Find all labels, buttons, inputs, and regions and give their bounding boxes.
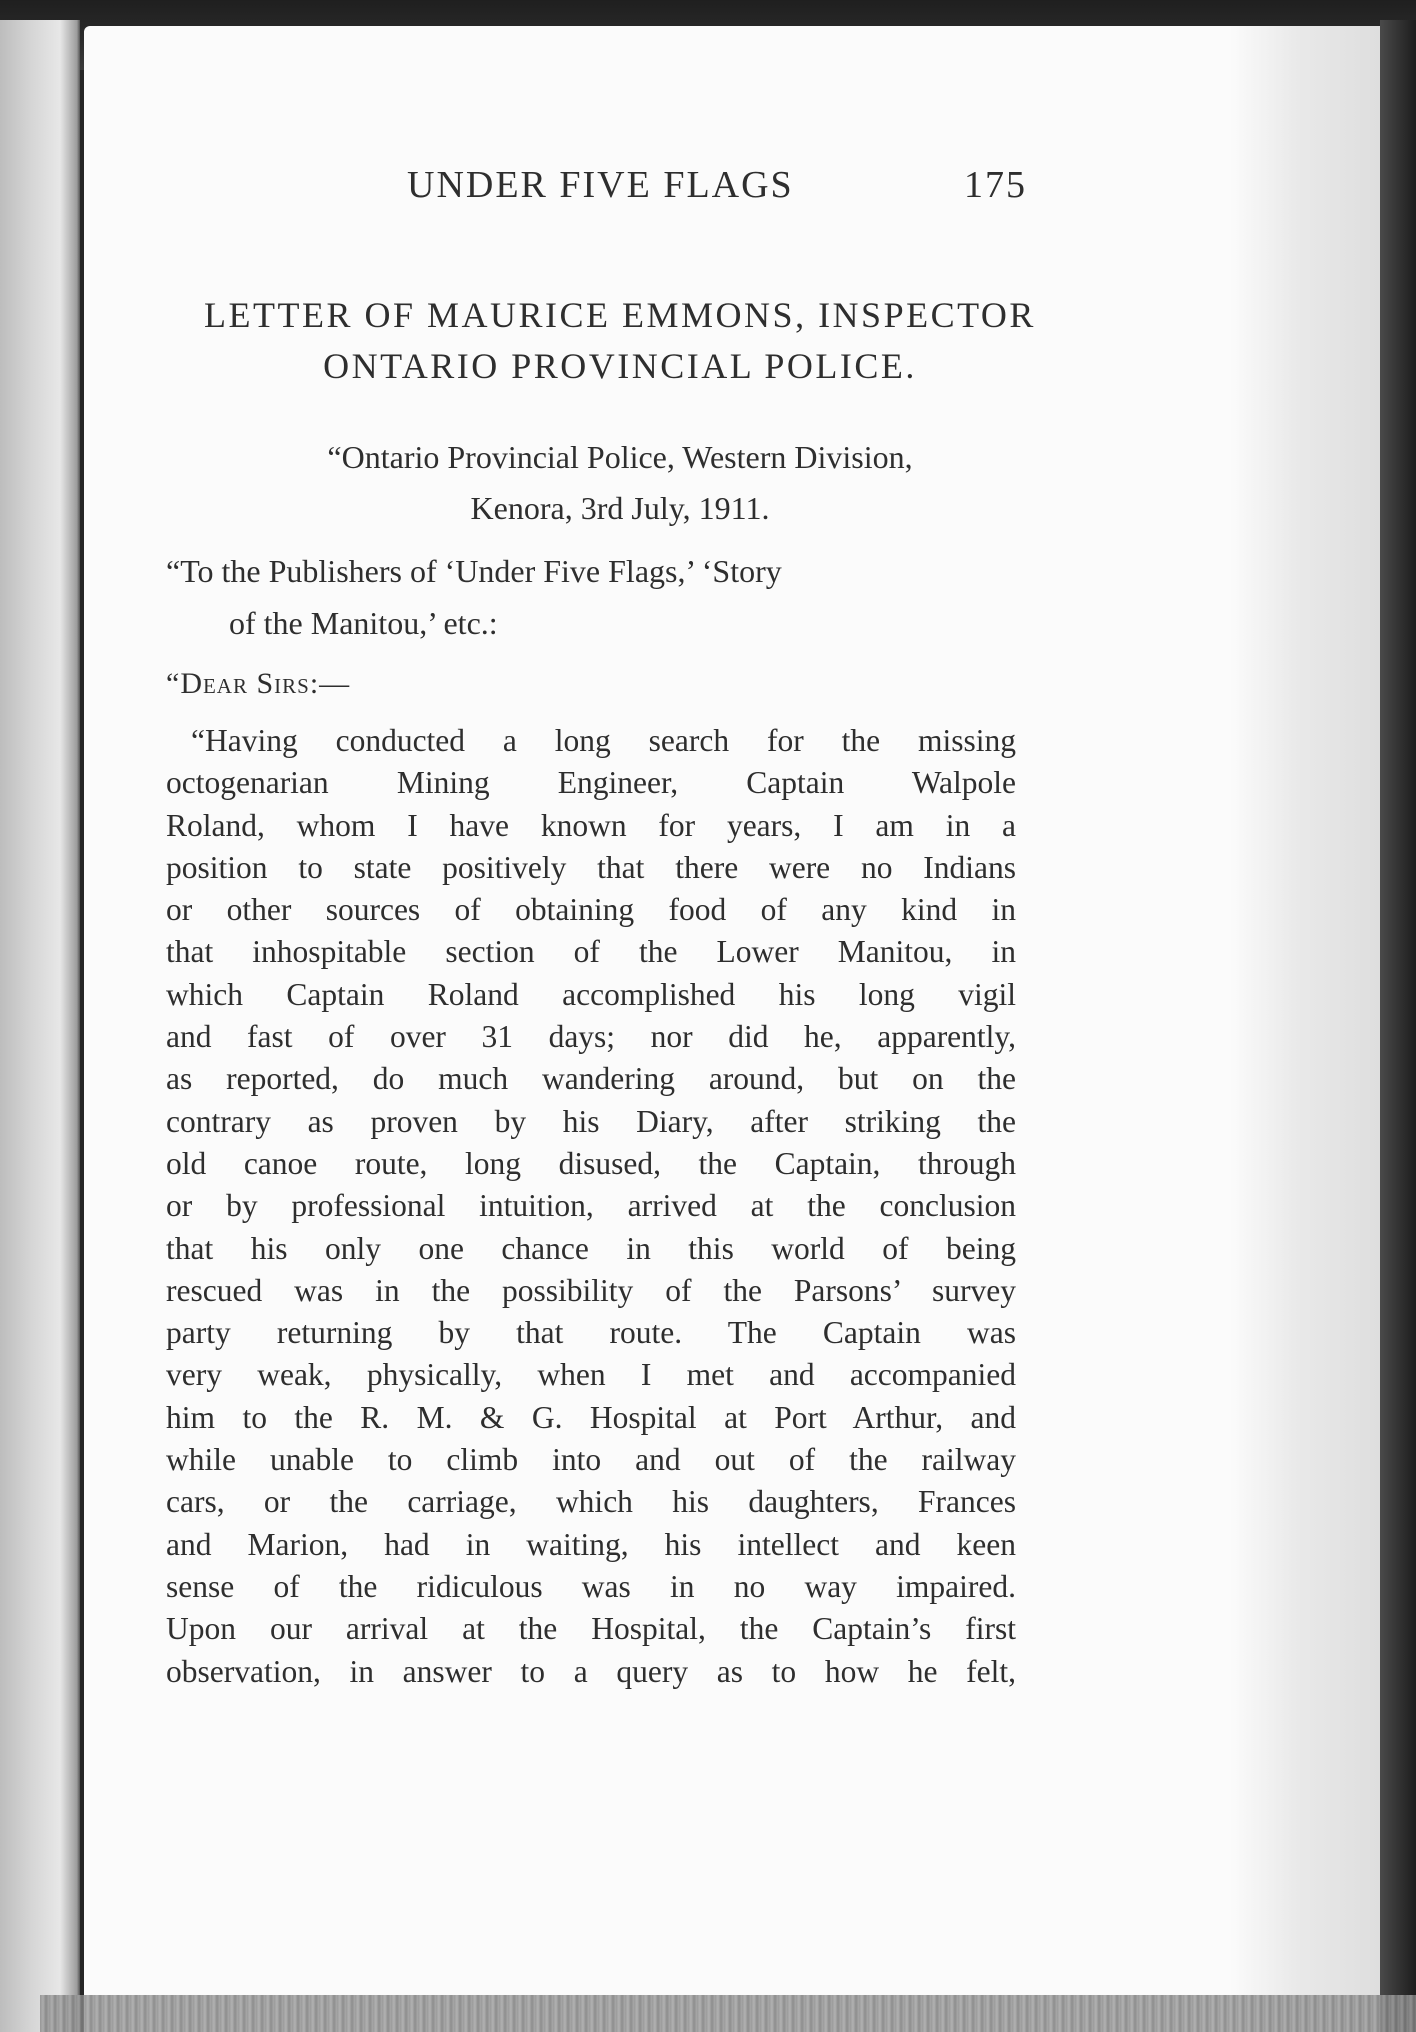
running-head xyxy=(407,163,1027,215)
letterhead-line: Kenora, 3rd July, 1911. xyxy=(470,490,770,526)
letterhead-line: “Ontario Provincial Police, Western Division, xyxy=(327,439,913,475)
body-line: that inhospitable section of the Lower Manitou, in xyxy=(166,934,1016,970)
salutation: “Dear Sirs:— xyxy=(166,667,351,700)
page-number: 175 xyxy=(964,164,1027,206)
addressee-line: of the Manitou,’ etc.: xyxy=(229,605,498,641)
body-line: octogenarian Mining Engineer, Captain Walpole xyxy=(166,765,1016,801)
body-line: sense of the ridiculous was in no way impaired. xyxy=(166,1568,1016,1604)
body-line: rescued was in the possibility of the Parsons’ survey xyxy=(166,1272,1016,1308)
body-line: “Having conducted a long search for the missing xyxy=(191,723,1016,758)
body-line: position to state positively that there were no Indians xyxy=(166,849,1016,885)
body-line: as reported, do much wandering around, but on the xyxy=(166,1061,1016,1097)
addressee-line: “To the Publishers of ‘Under Five Flags,’ ‘Story xyxy=(166,553,782,589)
body-line: that his only one chance in this world of being xyxy=(166,1230,1016,1266)
body-line: him to the R. M. & G. Hospital at Port Arthur, and xyxy=(166,1399,1016,1435)
addressee xyxy=(166,545,1021,649)
body-line: and fast of over 31 days; nor did he, apparently, xyxy=(166,1019,1016,1055)
body-line: or other sources of obtaining food of any kind in xyxy=(166,892,1016,928)
body-line: and Marion, had in waiting, his intellect and keen xyxy=(166,1526,1016,1562)
body-line: very weak, physically, when I met and accompanied xyxy=(166,1357,1016,1393)
body-line: Roland, whom I have known for years, I am in a xyxy=(166,807,1016,843)
body-line: contrary as proven by his Diary, after striking the xyxy=(166,1103,1016,1139)
chapter-heading: LETTER OF MAURICE EMMONS, INSPECTOR ONTARIO PROVINCIAL POLICE. xyxy=(204,295,1036,386)
body-paragraph xyxy=(166,720,1016,1693)
body-line: cars, or the carriage, which his daughters, Frances xyxy=(166,1484,1016,1520)
letterhead xyxy=(190,432,1050,534)
body-line: observation, in answer to a query as to how he felt, xyxy=(166,1653,1016,1689)
running-title: UNDER FIVE FLAGS xyxy=(407,164,794,206)
body-line: old canoe route, long disused, the Captain, through xyxy=(166,1145,1016,1181)
body-line: which Captain Roland accomplished his long vigil xyxy=(166,976,1016,1012)
body-line: while unable to climb into and out of the railway xyxy=(166,1442,1016,1478)
body-line: or by professional intuition, arrived at the conclusion xyxy=(166,1188,1016,1224)
body-line: Upon our arrival at the Hospital, the Captain’s first xyxy=(166,1611,1016,1647)
body-line: party returning by that route. The Captain was xyxy=(166,1315,1016,1351)
